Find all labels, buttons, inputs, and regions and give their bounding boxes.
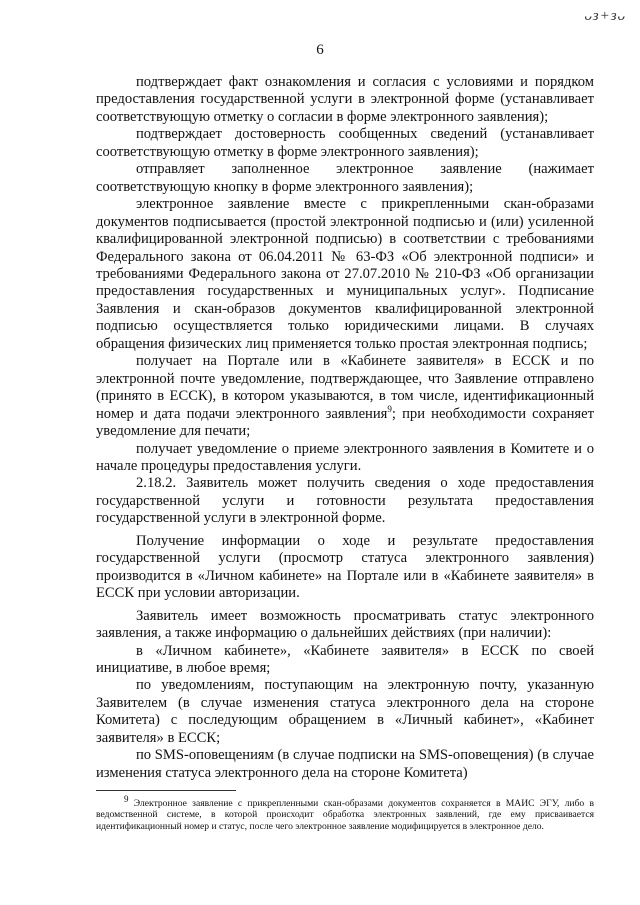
paragraph-notice (96, 353, 594, 440)
paragraph-confirm: подтверждает достоверность сообщенных сведений (устанавливает соответствующую отметку в форме электронного заявления); (96, 126, 594, 160)
footnote-marker: 9 (124, 793, 129, 804)
document-body (96, 74, 594, 782)
document-stamp: ᴗᴈ+ᴈᴗ (584, 8, 626, 24)
footnote (96, 793, 594, 832)
paragraph-signature: электронное заявление вместе с прикрепленными скан-образами документов подписывается (простой электронной подписью и (или) усиленной квалифицированной электронной подписью) в соответствии с требованиями Федерального закона от 06.04.2011 № 63-ФЗ «Об электронной подписи» и требованиями Федерального закона от 27.07.2010 № 210-ФЗ «Об организации предоставления государственных и муниципальных услуг». Подписание Заявления и скан-образов документов квалифицированной электронной подписью осуществляется только юридическими лицами. В случаях обращения физических лиц применяется только простая электронная подпись; (96, 196, 594, 352)
notice-text: получает на Портале или в «Кабинете заявителя» в ЕССК и по электронной почте уведомление, подтверждающее, что Заявление отправлено (принято в ЕССК), в котором указываются, в том числе, идентификационный номер и дата подачи электронного заявления (96, 353, 594, 422)
footnote-ref: 9 (387, 403, 392, 414)
paragraph-acknowledge: подтверждает факт ознакомления и согласия с условиями и порядком предоставления государственной услуги в электронной форме (устанавливает соответствующую отметку о согласии в форме электронного заявления); (96, 74, 594, 125)
footnote-divider (96, 790, 236, 791)
paragraph-status-view: Заявитель имеет возможность просматривать статус электронного заявления, а также информацию о дальнейших действиях (при наличии): (96, 607, 594, 642)
paragraph-status-info: Получение информации о ходе и результате предоставления государственной услуги (просмотр статуса электронного заявления) производится в «Личном кабинете» на Портале или в «Кабинете заявителя» в ЕССК при условии авторизации. (96, 532, 594, 602)
paragraph-send: отправляет заполненное электронное заявление (нажимает соответствующую кнопку в форме электронного заявления); (96, 161, 594, 195)
notice-text-end: ; при необходимости сохраняет уведомление для печати; (96, 405, 594, 440)
paragraph-receipt: получает уведомление о приеме электронного заявления в Комитете и о начале процедуры предоставления услуги. (96, 440, 594, 474)
paragraph-sms-notifications: по SMS-оповещениям (в случае подписки на SMS-оповещения) (в случае изменения статуса электронного дела на стороне Комитета) (96, 747, 594, 781)
footnote-text: Электронное заявление с прикрепленными скан-образами документов сохраняется в МАИС ЭГУ, либо в ведомственной системе, в которой происходит обработка электронных заявлений, где ему присваивается идентификационный номер и статус, после чего электронное заявление модифицируется в электронное дело. (96, 798, 594, 832)
page-number: 6 (316, 42, 324, 58)
paragraph-email-notifications: по уведомлениям, поступающим на электронную почту, указанную Заявителем (в случае изменения статуса электронного дела на стороне Комитета) с последующим обращением в «Личный кабинет», «Кабинет заявителя» в ЕССК; (96, 677, 594, 746)
paragraph-2-18-2: 2.18.2. Заявитель может получить сведения о ходе предоставления государственной услуги и готовности результата предоставления государственной услуги в электронной форме. (96, 475, 594, 527)
paragraph-personal-cabinet: в «Личном кабинете», «Кабинете заявителя» в ЕССК по своей инициативе, в любое время; (96, 642, 594, 676)
